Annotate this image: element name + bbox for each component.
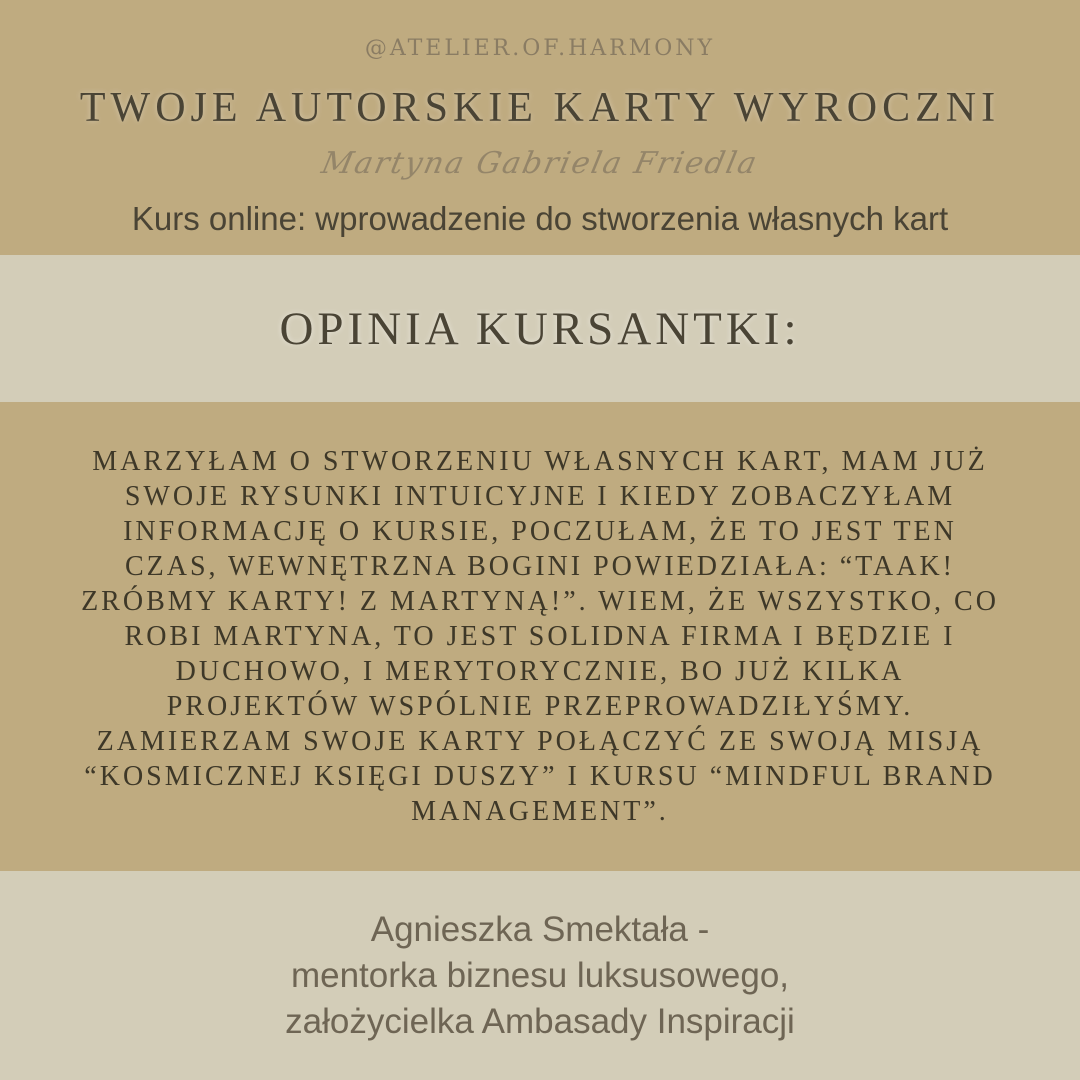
course-title: TWOJE AUTORSKIE KARTY WYROCZNI [79, 85, 1001, 131]
author-signature: Martyna Gabriela Friedla [318, 146, 762, 181]
course-subtitle: Kurs online: wprowadzenie do stworzenia własnych kart [131, 200, 949, 237]
instagram-handle: @ATELIER.OF.HARMONY [364, 36, 716, 61]
author-band [0, 871, 1080, 1080]
author-name: Agnieszka Smektała - [370, 909, 710, 949]
testimonial-author [285, 907, 795, 1045]
opinion-heading: OPINIA KURSANTKI: [279, 302, 801, 355]
author-role: mentorka biznesu luksusowego, [290, 955, 790, 995]
opinion-band [0, 255, 1080, 402]
author-organization: założycielka Ambasady Inspiracji [285, 1001, 795, 1041]
header-band [0, 0, 1080, 255]
testimonial-band [0, 402, 1080, 871]
testimonial-text: MARZYŁAM O STWORZENIU WŁASNYCH KART, MAM JUŻ SWOJE RYSUNKI INTUICYJNE I KIEDY ZOBACZYŁAM INFORMACJĘ O KURSIE, POCZUŁAM, ŻE TO JEST TEN CZAS, WEWNĘTRZNA BOGINI POWIEDZIAŁA: “TAAK! ZRÓBMY KARTY! Z MARTYNĄ!”. WIEM, ŻE WSZYSTKO, CO ROBI MARTYNA, TO JEST SOLIDNA FIRMA I BĘDZIE I DUCHOWO, I MERYTORYCZNIE, BO JUŻ KILKA PROJEKTÓW WSPÓLNIE PRZEPROWADZIŁYŚMY. ZAMIERZAM SWOJE KARTY POŁĄCZYĆ ZE SWOJĄ MISJĄ “KOSMICZNEJ KSIĘGI DUSZY” I KURSU “MINDFUL BRAND MANAGEMENT”. [81, 446, 999, 827]
